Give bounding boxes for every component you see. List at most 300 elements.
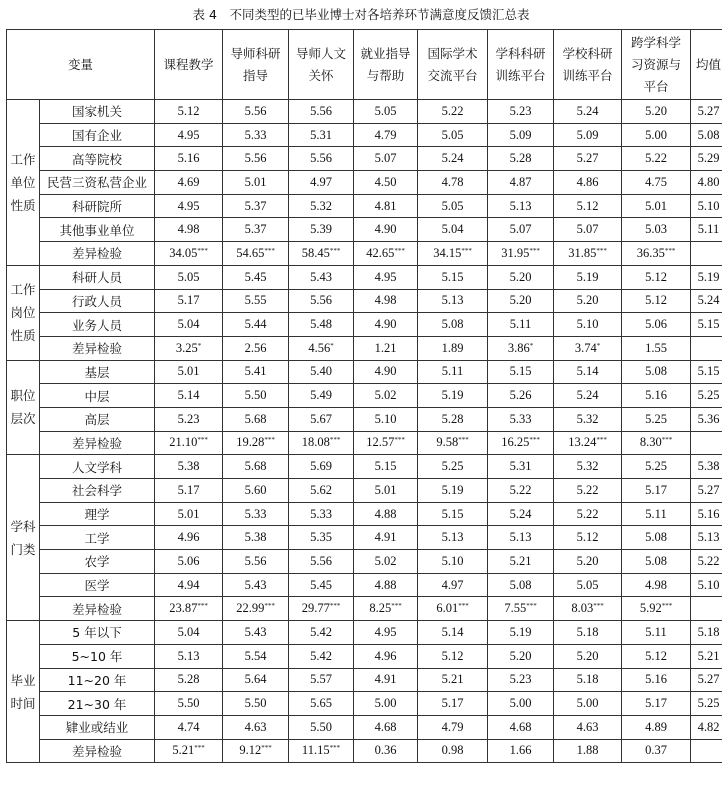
value-cell: 5.31 xyxy=(488,455,554,479)
value-cell: 5.37 xyxy=(223,218,289,242)
value-cell: 29.77*** xyxy=(289,597,354,621)
value-cell: 5.62 xyxy=(289,479,354,503)
significance-mark: *** xyxy=(661,436,673,445)
significance-mark: *** xyxy=(197,246,208,255)
mean-cell: 4.80 xyxy=(691,171,722,195)
value-cell: 5.67 xyxy=(289,407,354,431)
significance-mark: *** xyxy=(526,602,537,611)
value-cell: 5.20 xyxy=(488,644,554,668)
row-label: 高层 xyxy=(40,407,155,431)
value-cell: 5.02 xyxy=(354,384,418,408)
mean-cell: 5.15 xyxy=(691,360,722,384)
value-cell: 5.38 xyxy=(155,455,223,479)
value-cell: 5.05 xyxy=(155,265,223,289)
value-cell: 5.37 xyxy=(223,194,289,218)
value-cell: 5.08 xyxy=(622,526,691,550)
test-label: 差异检验 xyxy=(40,597,155,621)
table-row xyxy=(7,171,722,195)
value-cell: 5.07 xyxy=(354,147,418,171)
table-row xyxy=(7,644,722,668)
value-cell: 23.87*** xyxy=(155,597,223,621)
value-cell: 16.25*** xyxy=(488,431,554,455)
row-label: 其他事业单位 xyxy=(40,218,155,242)
value-cell: 5.15 xyxy=(418,265,488,289)
value-cell: 5.14 xyxy=(155,384,223,408)
value-cell: 5.06 xyxy=(622,313,691,337)
significance-mark: *** xyxy=(391,602,402,611)
value-cell: 5.22 xyxy=(622,147,691,171)
value-cell: 5.01 xyxy=(155,502,223,526)
value-cell: 5.56 xyxy=(223,550,289,574)
table-row xyxy=(7,384,722,408)
value-cell: 5.09 xyxy=(554,123,622,147)
value-cell: 5.23 xyxy=(488,100,554,124)
header-line: 关怀 xyxy=(308,67,334,83)
value-cell: 4.97 xyxy=(289,171,354,195)
header-line: 就业指导 xyxy=(360,45,411,61)
value-cell: 5.56 xyxy=(289,289,354,313)
row-label: 5 年以下 xyxy=(40,621,155,645)
value-cell: 5.22 xyxy=(488,479,554,503)
value-cell: 5.08 xyxy=(418,313,488,337)
significance-mark: *** xyxy=(458,436,469,445)
row-label: 农学 xyxy=(40,550,155,574)
value-cell: 5.28 xyxy=(488,147,554,171)
value-cell: 5.05 xyxy=(354,100,418,124)
value-cell: 5.05 xyxy=(418,194,488,218)
value-cell: 18.08*** xyxy=(289,431,354,455)
value-cell: 5.12 xyxy=(554,526,622,550)
test-row xyxy=(7,242,722,266)
value-cell: 1.88 xyxy=(554,739,622,763)
value-cell: 4.90 xyxy=(354,313,418,337)
row-label: 人文学科 xyxy=(40,455,155,479)
value-cell: 5.45 xyxy=(223,265,289,289)
satisfaction-table xyxy=(6,29,722,763)
value-cell: 5.03 xyxy=(622,218,691,242)
row-label: 肄业或结业 xyxy=(40,715,155,739)
value-cell: 5.68 xyxy=(223,455,289,479)
value-cell: 5.11 xyxy=(488,313,554,337)
column-header xyxy=(223,30,289,100)
value-cell: 5.22 xyxy=(554,502,622,526)
value-cell: 4.95 xyxy=(354,621,418,645)
table-row xyxy=(7,692,722,716)
row-label: 医学 xyxy=(40,573,155,597)
row-label: 11~20 年 xyxy=(40,668,155,692)
value-cell: 5.21 xyxy=(488,550,554,574)
table-row xyxy=(7,289,722,313)
value-cell: 5.08 xyxy=(622,360,691,384)
header-line: 国际学术 xyxy=(427,45,478,61)
value-cell: 5.24 xyxy=(418,147,488,171)
test-row xyxy=(7,739,722,763)
value-cell: 5.07 xyxy=(488,218,554,242)
value-cell: 11.15*** xyxy=(289,739,354,763)
significance-mark: * xyxy=(596,341,601,350)
value-cell: 4.95 xyxy=(155,194,223,218)
value-cell: 5.54 xyxy=(223,644,289,668)
value-cell: 5.11 xyxy=(622,621,691,645)
value-cell: 4.96 xyxy=(354,644,418,668)
table-row xyxy=(7,100,722,124)
value-cell: 5.41 xyxy=(223,360,289,384)
value-cell: 4.95 xyxy=(354,265,418,289)
column-header xyxy=(354,30,418,100)
value-cell: 5.33 xyxy=(488,407,554,431)
significance-mark: *** xyxy=(394,246,405,255)
table-row xyxy=(7,502,722,526)
group-label: 工作 岗位 性质 xyxy=(7,265,40,360)
value-cell: 5.21 xyxy=(418,668,488,692)
significance-mark: *** xyxy=(329,744,341,753)
value-cell: 5.20 xyxy=(488,265,554,289)
header-line: 训练平台 xyxy=(495,67,546,83)
value-cell: 5.56 xyxy=(289,147,354,171)
significance-mark: * xyxy=(529,341,534,350)
value-cell: 4.79 xyxy=(418,715,488,739)
value-cell: 5.28 xyxy=(155,668,223,692)
header-line: 与帮助 xyxy=(366,67,405,83)
value-cell: 4.94 xyxy=(155,573,223,597)
header-line: 均值 xyxy=(696,56,722,72)
value-cell: 5.40 xyxy=(289,360,354,384)
significance-mark: *** xyxy=(329,436,341,445)
value-cell: 2.56 xyxy=(223,336,289,360)
value-cell: 5.13 xyxy=(418,526,488,550)
group-label: 学科 门类 xyxy=(7,455,40,621)
value-cell: 4.90 xyxy=(354,218,418,242)
mean-cell: 5.15 xyxy=(691,313,722,337)
row-label: 科研院所 xyxy=(40,194,155,218)
value-cell: 4.88 xyxy=(354,502,418,526)
significance-mark: *** xyxy=(593,602,604,611)
value-cell: 5.20 xyxy=(554,550,622,574)
row-label: 国家机关 xyxy=(40,100,155,124)
mean-cell: 5.27 xyxy=(691,479,722,503)
value-cell: 5.55 xyxy=(223,289,289,313)
value-cell: 5.12 xyxy=(622,289,691,313)
test-row xyxy=(7,336,722,360)
column-header xyxy=(554,30,622,100)
value-cell: 5.15 xyxy=(488,360,554,384)
value-cell: 5.18 xyxy=(554,668,622,692)
value-cell: 5.56 xyxy=(223,147,289,171)
value-cell: 5.25 xyxy=(622,407,691,431)
value-cell: 5.02 xyxy=(354,550,418,574)
row-label: 科研人员 xyxy=(40,265,155,289)
value-cell: 4.74 xyxy=(155,715,223,739)
mean-cell: 5.24 xyxy=(691,289,722,313)
significance-mark: *** xyxy=(458,602,469,611)
value-cell: 42.65*** xyxy=(354,242,418,266)
value-cell: 5.43 xyxy=(223,621,289,645)
significance-mark: *** xyxy=(194,744,205,753)
table-row xyxy=(7,407,722,431)
mean-cell xyxy=(691,431,722,455)
value-cell: 4.75 xyxy=(622,171,691,195)
value-cell: 5.08 xyxy=(488,573,554,597)
table-row xyxy=(7,360,722,384)
value-cell: 5.00 xyxy=(354,692,418,716)
value-cell: 5.49 xyxy=(289,384,354,408)
value-cell: 8.03*** xyxy=(554,597,622,621)
value-cell: 5.19 xyxy=(488,621,554,645)
value-cell: 5.14 xyxy=(554,360,622,384)
value-cell: 0.37 xyxy=(622,739,691,763)
value-cell: 36.35*** xyxy=(622,242,691,266)
value-cell: 5.12 xyxy=(155,100,223,124)
significance-mark: *** xyxy=(264,436,275,445)
mean-cell: 5.25 xyxy=(691,384,722,408)
header-line: 习资源与 xyxy=(631,56,682,72)
value-cell: 5.64 xyxy=(223,668,289,692)
value-cell: 5.39 xyxy=(289,218,354,242)
significance-mark: *** xyxy=(394,436,405,445)
value-cell: 4.98 xyxy=(354,289,418,313)
value-cell: 5.19 xyxy=(418,479,488,503)
value-cell: 5.20 xyxy=(554,644,622,668)
value-cell: 5.12 xyxy=(554,194,622,218)
table-row xyxy=(7,526,722,550)
column-header xyxy=(418,30,488,100)
value-cell: 5.00 xyxy=(488,692,554,716)
value-cell: 5.12 xyxy=(418,644,488,668)
value-cell: 3.86* xyxy=(488,336,554,360)
table-row xyxy=(7,455,722,479)
mean-cell: 5.19 xyxy=(691,265,722,289)
value-cell: 5.01 xyxy=(354,479,418,503)
value-cell: 4.97 xyxy=(418,573,488,597)
value-cell: 5.05 xyxy=(418,123,488,147)
row-label: 21~30 年 xyxy=(40,692,155,716)
value-cell: 5.15 xyxy=(354,455,418,479)
value-cell: 5.10 xyxy=(554,313,622,337)
value-cell: 7.55*** xyxy=(488,597,554,621)
table-row xyxy=(7,123,722,147)
value-cell: 5.38 xyxy=(223,526,289,550)
value-cell: 0.98 xyxy=(418,739,488,763)
value-cell: 54.65*** xyxy=(223,242,289,266)
value-cell: 5.12 xyxy=(622,644,691,668)
value-cell: 5.50 xyxy=(223,692,289,716)
row-label: 5~10 年 xyxy=(40,644,155,668)
header-variable xyxy=(7,30,155,100)
header-line: 导师人文 xyxy=(296,45,347,61)
value-cell: 4.63 xyxy=(554,715,622,739)
value-cell: 4.79 xyxy=(354,123,418,147)
header-line: 变量 xyxy=(68,56,94,72)
value-cell: 0.36 xyxy=(354,739,418,763)
mean-cell: 5.25 xyxy=(691,692,722,716)
value-cell: 34.15*** xyxy=(418,242,488,266)
value-cell: 5.42 xyxy=(289,621,354,645)
value-cell: 12.57*** xyxy=(354,431,418,455)
value-cell: 4.98 xyxy=(622,573,691,597)
mean-cell: 5.27 xyxy=(691,100,722,124)
value-cell: 4.91 xyxy=(354,526,418,550)
significance-mark: *** xyxy=(197,436,208,445)
table-body xyxy=(7,100,722,763)
value-cell: 5.14 xyxy=(418,621,488,645)
mean-cell xyxy=(691,242,722,266)
value-cell: 5.18 xyxy=(554,621,622,645)
value-cell: 5.92*** xyxy=(622,597,691,621)
mean-cell: 5.38 xyxy=(691,455,722,479)
significance-mark: *** xyxy=(264,602,275,611)
table-caption: 表 4 不同类型的已毕业博士对各培养环节满意度反馈汇总表 xyxy=(192,7,530,22)
value-cell: 5.43 xyxy=(289,265,354,289)
value-cell: 4.50 xyxy=(354,171,418,195)
value-cell: 5.04 xyxy=(155,621,223,645)
value-cell: 5.00 xyxy=(554,692,622,716)
value-cell: 5.09 xyxy=(488,123,554,147)
header-row xyxy=(7,30,722,100)
value-cell: 5.16 xyxy=(622,384,691,408)
table-row xyxy=(7,218,722,242)
column-header xyxy=(155,30,223,100)
value-cell: 8.30*** xyxy=(622,431,691,455)
value-cell: 5.01 xyxy=(223,171,289,195)
row-label: 国有企业 xyxy=(40,123,155,147)
value-cell: 5.13 xyxy=(155,644,223,668)
value-cell: 4.90 xyxy=(354,360,418,384)
value-cell: 31.85*** xyxy=(554,242,622,266)
value-cell: 5.17 xyxy=(418,692,488,716)
value-cell: 4.86 xyxy=(554,171,622,195)
significance-mark: *** xyxy=(197,602,208,611)
value-cell: 5.04 xyxy=(155,313,223,337)
value-cell: 5.00 xyxy=(622,123,691,147)
table-row xyxy=(7,550,722,574)
table-row xyxy=(7,479,722,503)
value-cell: 4.88 xyxy=(354,573,418,597)
header-line: 平台 xyxy=(643,78,669,94)
value-cell: 9.58*** xyxy=(418,431,488,455)
value-cell: 5.42 xyxy=(289,644,354,668)
mean-cell: 5.11 xyxy=(691,218,722,242)
significance-mark: *** xyxy=(329,246,341,255)
table-row xyxy=(7,715,722,739)
column-header xyxy=(622,30,691,100)
header-line: 跨学科学 xyxy=(631,34,682,50)
row-label: 基层 xyxy=(40,360,155,384)
value-cell: 5.17 xyxy=(155,289,223,313)
mean-cell xyxy=(691,739,722,763)
table-row xyxy=(7,573,722,597)
value-cell: 5.24 xyxy=(554,100,622,124)
significance-mark: * xyxy=(197,341,202,350)
value-cell: 5.12 xyxy=(622,265,691,289)
test-row xyxy=(7,597,722,621)
mean-cell: 4.82 xyxy=(691,715,722,739)
significance-mark: *** xyxy=(529,436,540,445)
value-cell: 5.50 xyxy=(223,384,289,408)
table-row xyxy=(7,313,722,337)
significance-mark: *** xyxy=(661,602,673,611)
significance-mark: *** xyxy=(529,246,540,255)
value-cell: 5.10 xyxy=(418,550,488,574)
value-cell: 5.33 xyxy=(223,502,289,526)
mean-cell: 5.16 xyxy=(691,502,722,526)
row-label: 行政人员 xyxy=(40,289,155,313)
value-cell: 58.45*** xyxy=(289,242,354,266)
value-cell: 4.56* xyxy=(289,336,354,360)
value-cell: 5.11 xyxy=(622,502,691,526)
column-header xyxy=(691,30,722,100)
header-line: 导师科研 xyxy=(230,45,281,61)
significance-mark: *** xyxy=(596,436,607,445)
value-cell: 5.50 xyxy=(155,692,223,716)
significance-mark: *** xyxy=(596,246,607,255)
value-cell: 4.87 xyxy=(488,171,554,195)
value-cell: 4.69 xyxy=(155,171,223,195)
value-cell: 5.25 xyxy=(622,455,691,479)
test-label: 差异检验 xyxy=(40,242,155,266)
value-cell: 5.22 xyxy=(554,479,622,503)
value-cell: 5.25 xyxy=(418,455,488,479)
value-cell: 5.31 xyxy=(289,123,354,147)
value-cell: 5.27 xyxy=(554,147,622,171)
value-cell: 5.50 xyxy=(289,715,354,739)
column-header xyxy=(488,30,554,100)
header-line: 学校科研 xyxy=(562,45,613,61)
value-cell: 5.20 xyxy=(488,289,554,313)
value-cell: 1.55 xyxy=(622,336,691,360)
table-row xyxy=(7,194,722,218)
row-label: 理学 xyxy=(40,502,155,526)
value-cell: 5.08 xyxy=(622,550,691,574)
value-cell: 5.35 xyxy=(289,526,354,550)
row-label: 业务人员 xyxy=(40,313,155,337)
test-label: 差异检验 xyxy=(40,336,155,360)
column-header xyxy=(289,30,354,100)
value-cell: 6.01*** xyxy=(418,597,488,621)
mean-cell: 5.18 xyxy=(691,621,722,645)
mean-cell: 5.10 xyxy=(691,573,722,597)
mean-cell: 5.29 xyxy=(691,147,722,171)
value-cell: 5.07 xyxy=(554,218,622,242)
value-cell: 4.81 xyxy=(354,194,418,218)
value-cell: 5.19 xyxy=(554,265,622,289)
value-cell: 4.96 xyxy=(155,526,223,550)
value-cell: 5.17 xyxy=(155,479,223,503)
row-label: 社会科学 xyxy=(40,479,155,503)
value-cell: 5.68 xyxy=(223,407,289,431)
value-cell: 5.32 xyxy=(289,194,354,218)
significance-mark: *** xyxy=(461,246,472,255)
table-row xyxy=(7,147,722,171)
table-row xyxy=(7,668,722,692)
value-cell: 5.33 xyxy=(223,123,289,147)
value-cell: 5.17 xyxy=(622,692,691,716)
value-cell: 5.32 xyxy=(554,407,622,431)
mean-cell: 5.10 xyxy=(691,194,722,218)
mean-cell: 5.36 xyxy=(691,407,722,431)
value-cell: 4.95 xyxy=(155,123,223,147)
mean-cell: 5.27 xyxy=(691,668,722,692)
test-label: 差异检验 xyxy=(40,431,155,455)
value-cell: 5.16 xyxy=(622,668,691,692)
value-cell: 5.28 xyxy=(418,407,488,431)
value-cell: 5.20 xyxy=(554,289,622,313)
value-cell: 5.16 xyxy=(155,147,223,171)
header-line: 课程教学 xyxy=(163,56,214,72)
mean-cell: 5.08 xyxy=(691,123,722,147)
value-cell: 5.01 xyxy=(622,194,691,218)
value-cell: 5.60 xyxy=(223,479,289,503)
value-cell: 5.19 xyxy=(418,384,488,408)
